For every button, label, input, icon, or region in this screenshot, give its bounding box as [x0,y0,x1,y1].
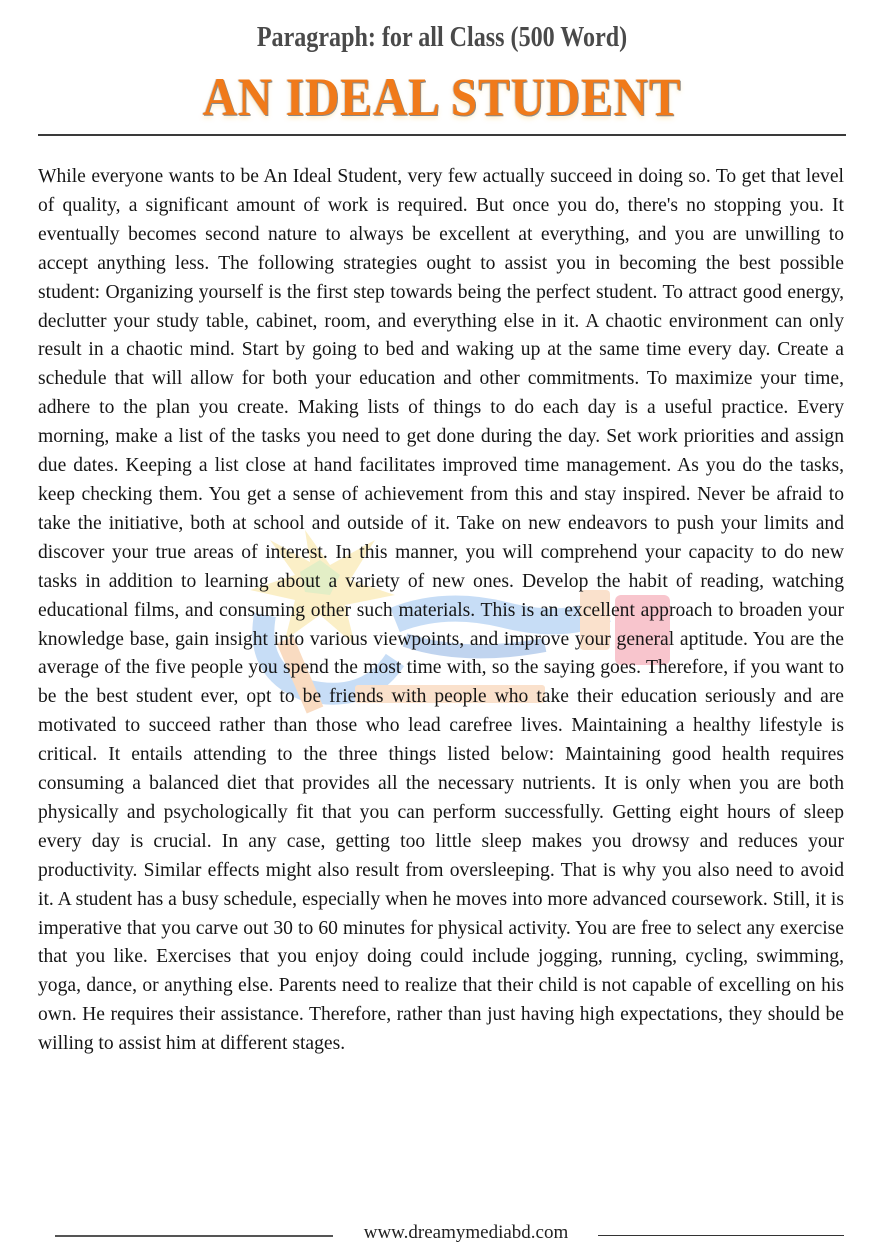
essay-paragraph: While everyone wants to be An Ideal Student, very few actually succeed in doing so. To get that level of quality, a significant amount of work is required. But once you do, there's no stopping you. It eventually becomes second nature to always be excellent at everything, and you are unwilling to accept anything less. The following strategies ought to assist you in becoming the best possible student: Organizing yourself is the first step towards being the perfect student. To attract good energy, declutter your study table, cabinet, room, and everything else in it. A chaotic environment can only result in a chaotic mind. Start by going to bed and waking up at the same time every day. Create a schedule that will allow for both your education and other commitments. To maximize your time, adhere to the plan you create. Making lists of things to do each day is a useful practice. Every morning, make a list of the tasks you need to get done during the day. Set work priorities and assign due dates. Keeping a list close at hand facilitates improved time management. As you do the tasks, keep checking them. You get a sense of achievement from this and stay inspired. Never be afraid to take the initiative, both at school and outside of it. Take on new endeavors to push your limits and discover your true areas of interest. In this manner, you will comprehend your capacity to do new tasks in addition to learning about a variety of new ones. Develop the habit of reading, watching educational films, and consuming other such materials. This is an excellent approach to broaden your knowledge base, gain insight into various viewpoints, and improve your general aptitude. You are the average of the five people you spend the most time with, so the saying goes. Therefore, if you want to be the best student ever, opt to be friends with people who take their education seriously and are motivated to succeed rather than those who lead carefree lives. Maintaining a healthy lifestyle is critical. It entails attending to the three things listed below: Maintaining good health requires consuming a balanced diet that provides all the necessary nutrients. It is only when you are both physically and psychologically fit that you can perform successfully. Getting eight hours of sleep every day is crucial. In any case, getting too little sleep makes you drowsy and reduces your productivity. Similar effects might also result from oversleeping. That is why you also need to avoid it. A student has a busy schedule, especially when he moves into more advanced coursework. Still, it is imperative that you carve out 30 to 60 minutes for physical activity. You are free to select any exercise that you like. Exercises that you enjoy doing could include jogging, running, cycling, swimming, yoga, dance, or anything else. Parents need to realize that their child is not capable of excelling on his own. He requires their assistance. Therefore, rather than just having high expectations, they should be willing to assist him at different stages. [38,166,844,1055]
header-divider [38,134,846,136]
footer-website-link[interactable]: www.dreamymediabd.com [363,1222,569,1243]
footer-divider-right [598,1235,844,1236]
page-title: AN IDEAL STUDENT [202,67,682,127]
page-subtitle: Paragraph: for all Class (500 Word) [256,22,628,53]
page-footer [0,1222,884,1252]
footer-divider-left [55,1235,333,1237]
